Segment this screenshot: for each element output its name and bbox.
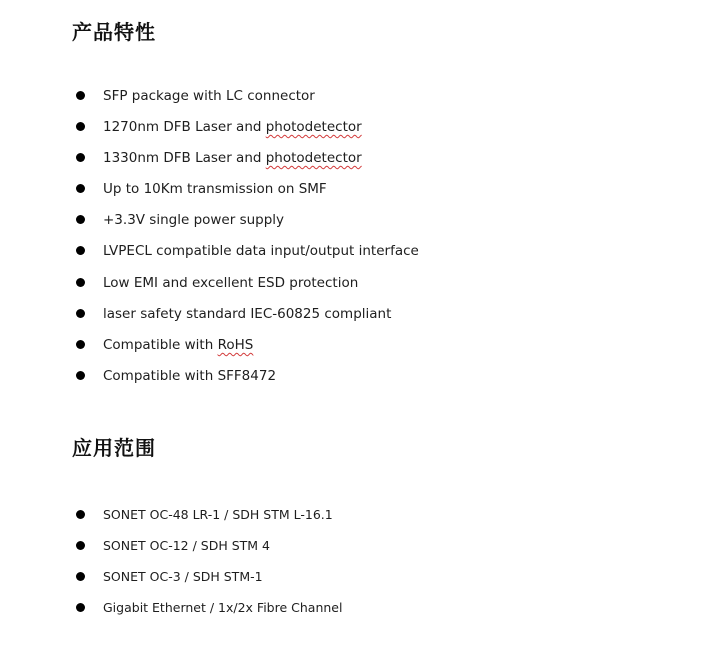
bullet-icon: [76, 91, 85, 100]
feature-text: [103, 115, 362, 139]
feature-text: +3.3V single power supply: [103, 212, 285, 229]
bullet-icon: [76, 572, 85, 581]
bullet-icon: [76, 278, 85, 287]
application-text: SONET OC-48 LR-1 / SDH STM L-16.1: [103, 507, 333, 522]
spellcheck-flagged-word: photodetector: [265, 119, 362, 136]
bullet-icon: [76, 184, 85, 193]
feature-text-part: 1270nm DFB Laser and: [103, 119, 266, 136]
applications-heading: 应用范围: [72, 436, 156, 460]
feature-text: Compatible with SFF8472: [103, 367, 277, 384]
spellcheck-flagged-word: RoHS: [217, 336, 254, 353]
feature-text: SFP package with LC connector: [103, 88, 315, 104]
feature-text: [103, 333, 253, 357]
feature-text: LVPECL compatible data input/output interface: [103, 243, 419, 260]
bullet-icon: [76, 309, 85, 318]
bullet-icon: [76, 340, 85, 349]
features-heading: 产品特性: [72, 20, 156, 44]
spellcheck-flagged-word: photodetector: [265, 150, 362, 167]
bullet-icon: [76, 510, 85, 519]
feature-text-part: Compatible with: [103, 336, 218, 353]
application-text: SONET OC-12 / SDH STM 4: [103, 538, 270, 553]
feature-text: Low EMI and excellent ESD protection: [103, 274, 359, 291]
feature-text: Up to 10Km transmission on SMF: [103, 181, 327, 198]
application-text: SONET OC-3 / SDH STM-1: [103, 569, 263, 584]
bullet-icon: [76, 246, 85, 255]
bullet-icon: [76, 122, 85, 131]
bullet-icon: [76, 371, 85, 380]
bullet-icon: [76, 215, 85, 224]
feature-text: [103, 146, 362, 170]
feature-text-part: 1330nm DFB Laser and: [103, 150, 266, 167]
bullet-icon: [76, 153, 85, 162]
application-text: Gigabit Ethernet / 1x/2x Fibre Channel: [103, 600, 343, 615]
feature-text: laser safety standard IEC-60825 compliant: [103, 305, 392, 322]
bullet-icon: [76, 603, 85, 612]
bullet-icon: [76, 541, 85, 550]
